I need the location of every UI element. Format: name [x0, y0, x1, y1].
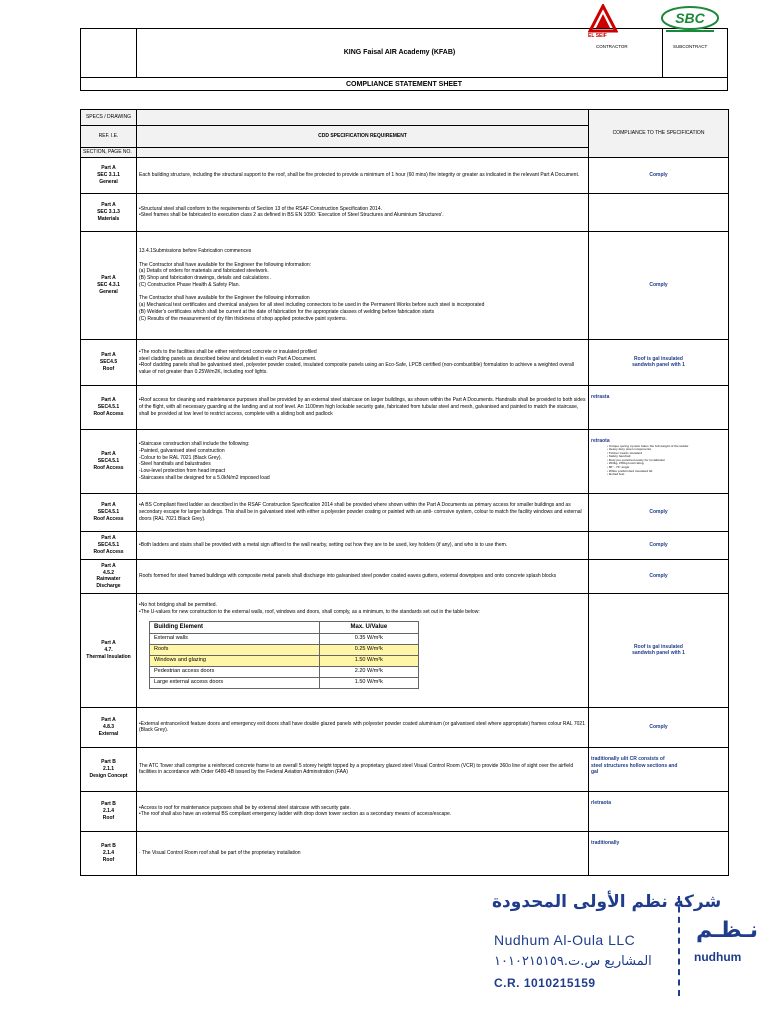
compliance-status: traditionally [591, 839, 620, 846]
col-requirement-header: CDD SPECIFICATION REQUIREMENT [137, 126, 589, 148]
table-row [81, 559, 729, 593]
requirement-text: •Both ladders and stairs shall be provided with a metal sign affixed to the wall nearby, setting out how they are to be used, key holders (if any), and who is to use them. [139, 541, 508, 548]
building-element: External walls [150, 633, 320, 644]
table-row [81, 157, 729, 193]
stamp-logo-arabic: نـظـم [696, 918, 758, 943]
section-ref: Part A 4.7. Thermal Insulation [81, 593, 137, 707]
building-element: Windows and glazing [150, 655, 320, 666]
requirement-cell [137, 157, 589, 193]
requirement-text: Each building structure, including the structural support to the roof, shall be fire protected to provide a minimum of 1 hour (60 mins) fire integrity or greater as indicated in the relevant Part A Document. [139, 171, 580, 178]
section-ref: Part A 4.8.3 External [81, 707, 137, 747]
section-ref: Part B 2.1.4 Roof [81, 791, 137, 831]
requirement-cell [137, 385, 589, 429]
u-value: 0.35 W/m²k [319, 633, 418, 644]
requirement-text: · The Visual Control Room roof shall be part of the proprietary installation [139, 849, 301, 856]
compliance-status: retrasta [591, 393, 610, 400]
requirement-cell [137, 593, 589, 707]
table-row [81, 193, 729, 231]
table-row [81, 531, 729, 559]
section-ref: Part A SEC4.5.1 Roof Access [81, 493, 137, 531]
stamp-cr-number: C.R. 1010215159 [494, 976, 596, 990]
building-element: Pedestrian access doors [150, 666, 320, 677]
u-value: 1.50 W/m²k [319, 655, 418, 666]
requirement-text: •Structural steel shall conform to the requirements of Section 13 of the RSAF Construction Specification 2014. •Steel frames shall be fabricated to execution class 2 as defined in BS EN 1090: 'Execution of Steel Structures and Aluminium Structures'. [139, 205, 444, 219]
u-value-row [150, 666, 419, 677]
compliance-status: Comply [649, 723, 668, 730]
project-title: KING Faisal AIR Academy (KFAB) [137, 29, 663, 77]
stamp-english-name: Nudhum Al-Oula LLC [494, 932, 636, 948]
blank-header-cell [137, 148, 589, 158]
compliance-status: Comply [649, 281, 668, 288]
blank-header-cell [137, 110, 589, 126]
u-value-row [150, 633, 419, 644]
compliance-status: Comply [649, 508, 668, 515]
requirement-cell [137, 493, 589, 531]
u-value: 0.25 W/m²k [319, 644, 418, 655]
section-ref: Part A SEC 4.3.1 General [81, 231, 137, 339]
section-ref: Part A 4.5.2 Rainwater Discharge [81, 559, 137, 593]
compliance-cell [589, 747, 729, 791]
table-row [81, 231, 729, 339]
company-stamp [488, 890, 768, 1024]
u-value-header: Max. U/Value [319, 622, 418, 633]
table-row [81, 493, 729, 531]
table-row [81, 831, 729, 875]
building-element: Large external access doors [150, 677, 320, 688]
compliance-cell [589, 707, 729, 747]
requirement-cell [137, 339, 589, 385]
u-value: 1.50 W/m²k [319, 677, 418, 688]
col-specs-header: SPECS / DRAWING [81, 110, 137, 126]
requirement-text: The ATC Tower shall comprise a reinforced concrete frame to an overall 5 storey height topped by a proprietary glazed steel Visual Control Room (VCR) to provide 360o line of sight over the airfield facilities in accordance with Order 6480-4B issued by the Federal Aviation Adminstration (FAA) [139, 762, 574, 776]
contractor-label: CONTRACTOR [596, 44, 628, 49]
u-values-table [149, 621, 419, 688]
u-value: 2.20 W/m²k [319, 666, 418, 677]
requirement-cell [137, 193, 589, 231]
stamp-arabic-name: شركة نظم الأولى المحدودة [492, 892, 722, 912]
section-ref: Part A SEC4.5 Roof [81, 339, 137, 385]
requirement-text: •External entrance/exit feature doors and emergency exit doors shall have double glazed panels with polyester powder coated aluminium (or galvanised steel where appropriate) frames colour RAL 7021 (Black Grey). [139, 720, 585, 734]
table-row [81, 429, 729, 493]
u-value-row [150, 655, 419, 666]
requirement-text: Roofs formed for steel framed buildings with composite metal panels shall discharge into galvanised steel powder coated eaves gutters, external downpipes and onto concrete splash blocks [139, 572, 557, 579]
compliance-status: rletraota [591, 799, 612, 806]
compliance-cell [589, 385, 729, 429]
compliance-cell [589, 531, 729, 559]
table-head-row-1 [81, 110, 729, 126]
compliance-cell [589, 231, 729, 339]
compliance-cell [589, 593, 729, 707]
section-ref: Part B 2.1.4 Roof [81, 831, 137, 875]
table-row [81, 385, 729, 429]
section-ref: Part B 2.1.1 Design Concept [81, 747, 137, 791]
table-row [81, 593, 729, 707]
compliance-status: Comply [649, 171, 668, 178]
building-element-header: Building Element [150, 622, 320, 633]
requirement-text: 13.4.1Submissions before Fabrication commences The Contractor shall have available for the Engineer the following information: (a) Details of orders for materials and fabricated steelwork. (B) Shop and fabrication drawings, details and calculations . (C) Construction Phase Health & Safety Plan. The Contractor shall have available for the Engineer the following information (a) Mechanical test certificates and chemical analyses for all steel including connectors to be used in the Permanent Works before such steel is incorporated (B) Welder's certificates which shall be current at the date of fabrication for the appropriate classes of welding before fabrication starts (C) Results of the measurement of dry film thickness of shop applied protective paint systems. [139, 248, 485, 322]
requirement-text: •A BS Compliant fixed ladder as described in the RSAF Construction Specification 2014 shall be provided where shown within the Part A Documents as primary access for smaller buildings and as secondary escape for larger buildings. This shall be in galvanised steel with either a polyester powder coating or painted with an anti- corrosive system, colour to match the facility windows and external doors (RAL 7021 Black Grey). [139, 502, 582, 522]
requirement-text: •Access to roof for maintenance purposes shall be by external steel staircase with security gate. •The roof shall also have an external BS compliant emergency ladder with drop down tower section as a secondary means of access/escape. [139, 804, 452, 818]
compliance-cell [589, 559, 729, 593]
table-row [81, 707, 729, 747]
building-element: Roofs [150, 644, 320, 655]
document-header [80, 28, 728, 91]
table-row [81, 339, 729, 385]
requirement-text: •The roofs to the facilities shall be either reinforced concrete or insulated profiled steel cladding panels as described below and detailed in each Part A Document. •Roof cladding panels shall be galvanised steel, polyester powder coated, insulated composite panels using an Eco-Safe, LPCB certified (non-combustible) formulation to achieve a weighted overall value of not greater than 0.25W/m2K, including roof lights. [139, 348, 575, 375]
section-ref: Part A SEC4.5.1 Roof Access [81, 531, 137, 559]
svg-text:SBC: SBC [675, 10, 705, 26]
compliance-status: traditionally ulit CR consists of steel structures hollow sections and gal [591, 755, 678, 776]
section-ref: Part A SEC 3.1.3 Materials [81, 193, 137, 231]
compliance-cell [589, 429, 729, 493]
compliance-cell [589, 493, 729, 531]
compliance-cell [589, 791, 729, 831]
requirement-cell [137, 429, 589, 493]
col-compliance-header: COMPLIANCE TO THE SPECIFICATION [589, 110, 729, 158]
requirement-cell [137, 831, 589, 875]
stamp-arabic-cr: المشاريع س.ت.١٠١٠٢١٥١٥٩ [494, 954, 652, 969]
u-value-row [150, 644, 419, 655]
col-ref-header: REF. I.E. [81, 126, 137, 148]
header-left-cell [81, 29, 137, 77]
compliance-table [80, 109, 729, 876]
requirement-cell [137, 531, 589, 559]
requirement-text: •Roof access for cleaning and maintenance purposes shall be provided by an external steel staircase on larger buildings, as shown within the Part A Documents. Handrails shall be provided to both sides of the flight, with all necessary guarding at the landing and at roof level. An 1100mm high lockable security gate, fabricated from tubular steel and mesh, galvanised and painted to match the staircase, shall be provided at low level to restrict access, complete with a sliding bolt and padlock [139, 397, 586, 417]
section-ref: Part A SEC4.5.1 Roof Access [81, 385, 137, 429]
compliance-cell [589, 831, 729, 875]
compliance-cell [589, 193, 729, 231]
requirement-text: •No hot bridging shall be permitted. •The U-values for new construction to the external walls, roof, windows and doors, shall comply, as a minimum, to the standards set out in the table below: [139, 601, 480, 615]
compliance-cell [589, 157, 729, 193]
requirement-cell [137, 559, 589, 593]
el-seif-logo [588, 4, 618, 34]
section-ref: Part A SEC 3.1.1 General [81, 157, 137, 193]
compliance-status: Roof is gal insulated sandwish panel with 1 [632, 643, 685, 657]
compliance-status: Roof is gal insulated sandwish panel with 1 [632, 355, 685, 369]
subcontract-label: SUBCONTRACT [673, 44, 708, 49]
section-ref: Part A SEC4.5.1 Roof Access [81, 429, 137, 493]
stamp-logo-english: nudhum [694, 950, 742, 964]
u-value-row [150, 677, 419, 688]
requirement-cell [137, 791, 589, 831]
stamp-divider [678, 896, 680, 996]
table-row [81, 791, 729, 831]
el-seif-logo-text: EL SEIF [588, 33, 607, 39]
col-section-header: SECTION, PAGE NO. [81, 148, 137, 158]
compliance-cell [589, 339, 729, 385]
table-row [81, 747, 729, 791]
sbc-logo [660, 4, 720, 34]
requirement-text: •Staircase construction shall include the following: -Painted, galvanised steel construction -Colour to be RAL 7021 (Black Grey). -Steel handrails and balustrades -Low-level protection from head impact -Staircases shall be designed for a 5.0kN/m2 imposed load [139, 441, 270, 481]
requirement-cell [137, 231, 589, 339]
requirement-cell [137, 707, 589, 747]
compliance-status: retraota [591, 437, 610, 444]
requirement-cell [137, 747, 589, 791]
sheet-title: COMPLIANCE STATEMENT SHEET [81, 77, 727, 91]
product-notes: • Unique spring system takes the full weight of the ladder • Heavy duty steel components • Timber treads standard • Safety handrail • Duty pre-punched easily for installation • 200kg, 250kg load rating • 80° - 70° angle • White prefinished insulated lid • Bolted feet [607, 443, 689, 477]
compliance-status: Comply [649, 541, 668, 548]
compliance-status: Comply [649, 572, 668, 579]
